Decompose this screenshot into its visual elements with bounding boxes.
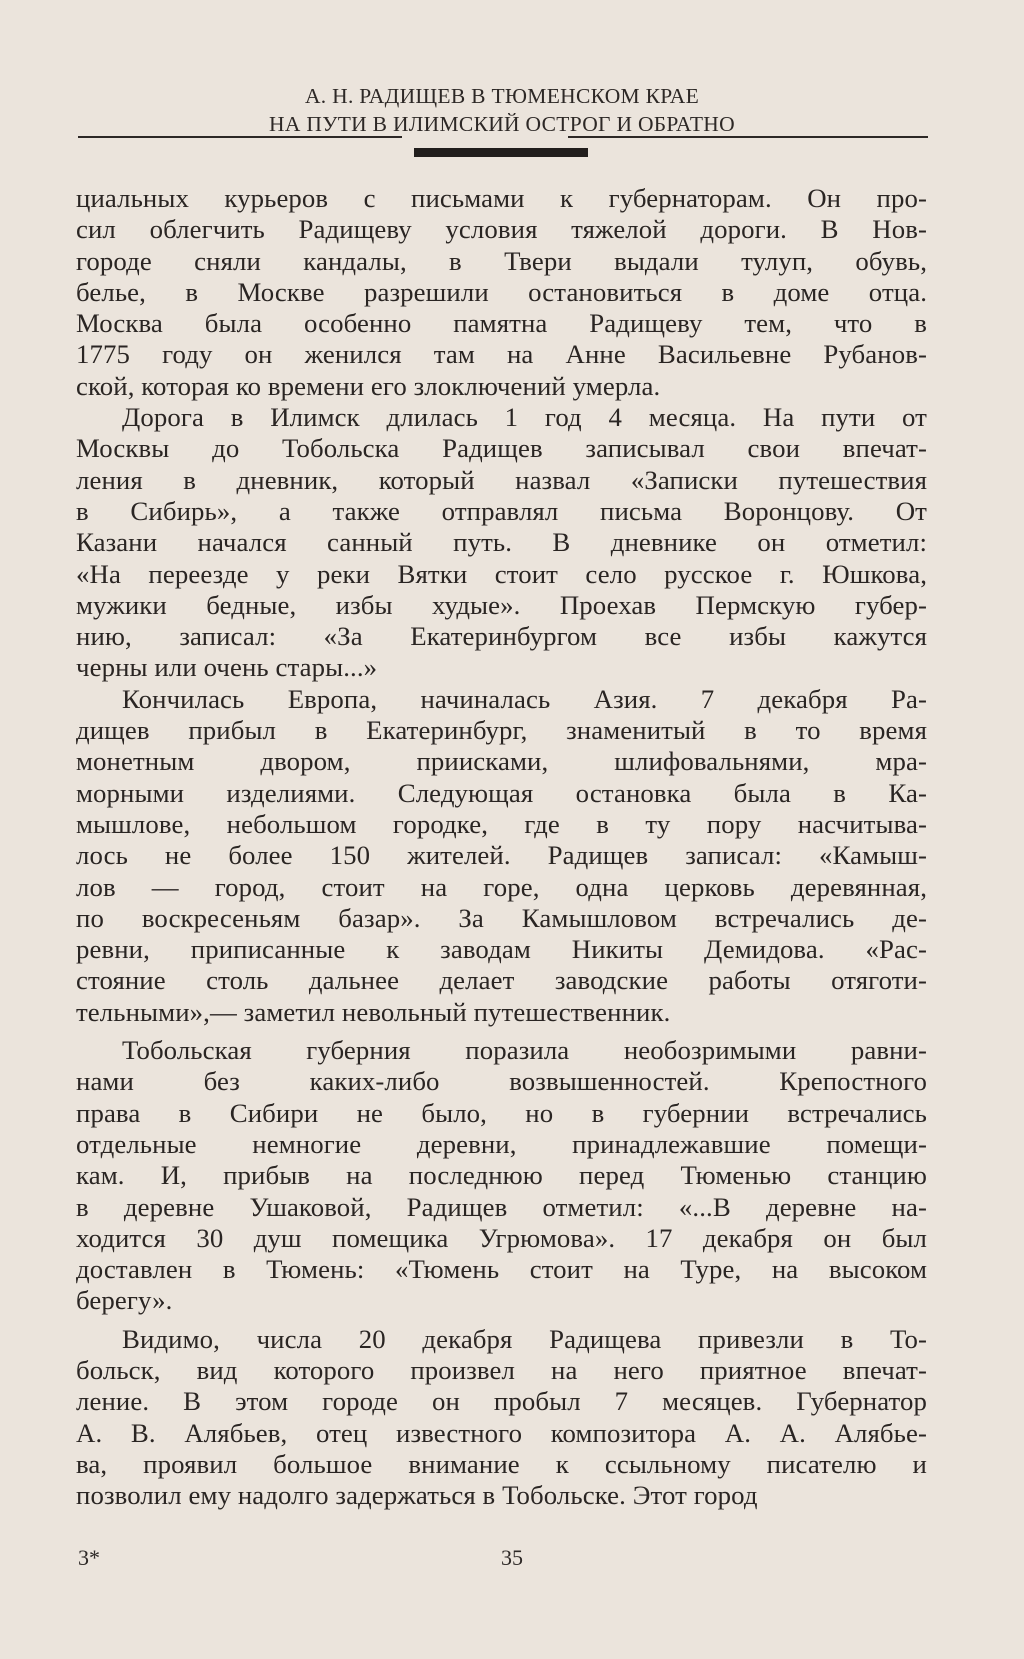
text-line: стояние столь дальнее делает заводские работы отяготи- — [76, 965, 927, 996]
text-line: дищев прибыл в Екатеринбург, знаменитый в то время — [76, 715, 927, 746]
text-line: берегу». — [76, 1285, 173, 1316]
running-header-line-2: НА ПУТИ В ИЛИМСКИЙ ОСТРОГ И ОБРАТНО — [269, 112, 735, 136]
header-rule-right — [568, 136, 928, 138]
body-text — [76, 183, 927, 1511]
paragraph — [76, 183, 927, 402]
paragraph — [76, 684, 927, 1028]
text-line: ление. В этом городе он пробыл 7 месяцев. Губернатор — [76, 1386, 927, 1417]
text-line: лов — город, стоит на горе, одна церковь деревянная, — [76, 871, 927, 902]
text-line: Москвы до Тобольска Радищев записывал свои впечат- — [76, 433, 927, 464]
text-line: Кончилась Европа, начиналась Азия. 7 декабря Ра- — [122, 683, 927, 714]
text-line: в Сибирь», а также отправлял письма Воронцову. От — [76, 495, 927, 526]
text-line: нию, записал: «За Екатеринбургом все избы кажутся — [76, 621, 927, 652]
paragraph — [76, 1324, 927, 1512]
text-line: больск, вид которого произвел на него приятное впечат- — [76, 1354, 927, 1385]
text-line: монетным двором, приисками, шлифовальнями, мра- — [76, 746, 927, 777]
text-line: по воскресеньям базар». За Камышловом встречались де- — [76, 902, 927, 933]
text-line: Дорога в Илимск длилась 1 год 4 месяца. На пути от — [122, 402, 927, 433]
text-line: права в Сибири не было, но в губернии встречались — [76, 1097, 927, 1128]
text-line: ходится 30 душ помещика Угрюмова». 17 декабря он был — [76, 1222, 927, 1253]
text-line: А. В. Алябьев, отец известного композитора А. А. Алябье- — [76, 1417, 927, 1448]
text-line: нами без каких-либо возвышенностей. Крепостного — [76, 1066, 927, 1097]
paragraph — [76, 1035, 927, 1317]
text-line: лось не более 150 жителей. Радищев записал: «Камыш- — [76, 840, 927, 871]
text-line: Тобольская губерния поразила необозримыми равни- — [122, 1035, 927, 1066]
text-line: 1775 году он женился там на Анне Васильевне Рубанов- — [76, 339, 927, 370]
text-line: мужики бедные, избы худые». Проехав Пермскую губер- — [76, 589, 927, 620]
text-line: ления в дневник, который назвал «Записки путешествия — [76, 464, 927, 495]
paragraph-gap — [76, 1317, 927, 1324]
text-line: Казани начался санный путь. В дневнике он отметил: — [76, 527, 927, 558]
text-line: ва, проявил большое внимание к ссыльному писателю и — [76, 1448, 927, 1479]
text-line: позволил ему надолго задержаться в Тобольске. Этот город — [76, 1480, 758, 1511]
text-line: морными изделиями. Следующая остановка была в Ка- — [76, 777, 927, 808]
text-line: «На переезде у реки Вятки стоит село русское г. Юшкова, — [76, 558, 927, 589]
text-line: отдельные немногие деревни, принадлежавшие помещи- — [76, 1128, 927, 1159]
text-line: кам. И, прибыв на последнюю перед Тюменью станцию — [76, 1160, 927, 1191]
text-line: в деревне Ушаковой, Радищев отметил: «...В деревне на- — [76, 1191, 927, 1222]
text-line: ской, которая ко времени его злоключений умерла. — [76, 370, 661, 401]
text-line: ревни, приписанные к заводам Никиты Демидова. «Рас- — [76, 934, 927, 965]
text-line: циальных курьеров с письмами к губернаторам. Он про- — [76, 183, 927, 213]
text-line: сил облегчить Радищеву условия тяжелой дороги. В Нов- — [76, 214, 927, 245]
text-line: городе сняли кандалы, в Твери выдали тулуп, обувь, — [76, 245, 927, 276]
text-line: Москва была особенно памятна Радищеву тем, что в — [76, 308, 927, 339]
text-line: белье, в Москве разрешили остановиться в доме отца. — [76, 276, 927, 307]
running-header — [76, 82, 928, 138]
text-line: доставлен в Тюмень: «Тюмень стоит на Туре, на высоком — [76, 1254, 927, 1285]
header-rule-left — [78, 136, 402, 138]
text-line: Видимо, числа 20 декабря Радищева привезли в То- — [122, 1323, 927, 1354]
page-number: 35 — [501, 1545, 523, 1570]
header-ornament-bar — [414, 148, 588, 157]
text-line: тельными»,— заметил невольный путешественник. — [76, 996, 671, 1027]
text-line: черны или очень стары...» — [76, 652, 378, 683]
signature-mark: 3* — [78, 1545, 100, 1570]
paragraph — [76, 402, 927, 684]
paragraph-gap — [76, 1028, 927, 1035]
text-line: мышлове, небольшом городке, где в ту пору насчитыва- — [76, 808, 927, 839]
running-header-line-1: А. Н. РАДИЩЕВ В ТЮМЕНСКОМ КРАЕ — [304, 84, 700, 108]
